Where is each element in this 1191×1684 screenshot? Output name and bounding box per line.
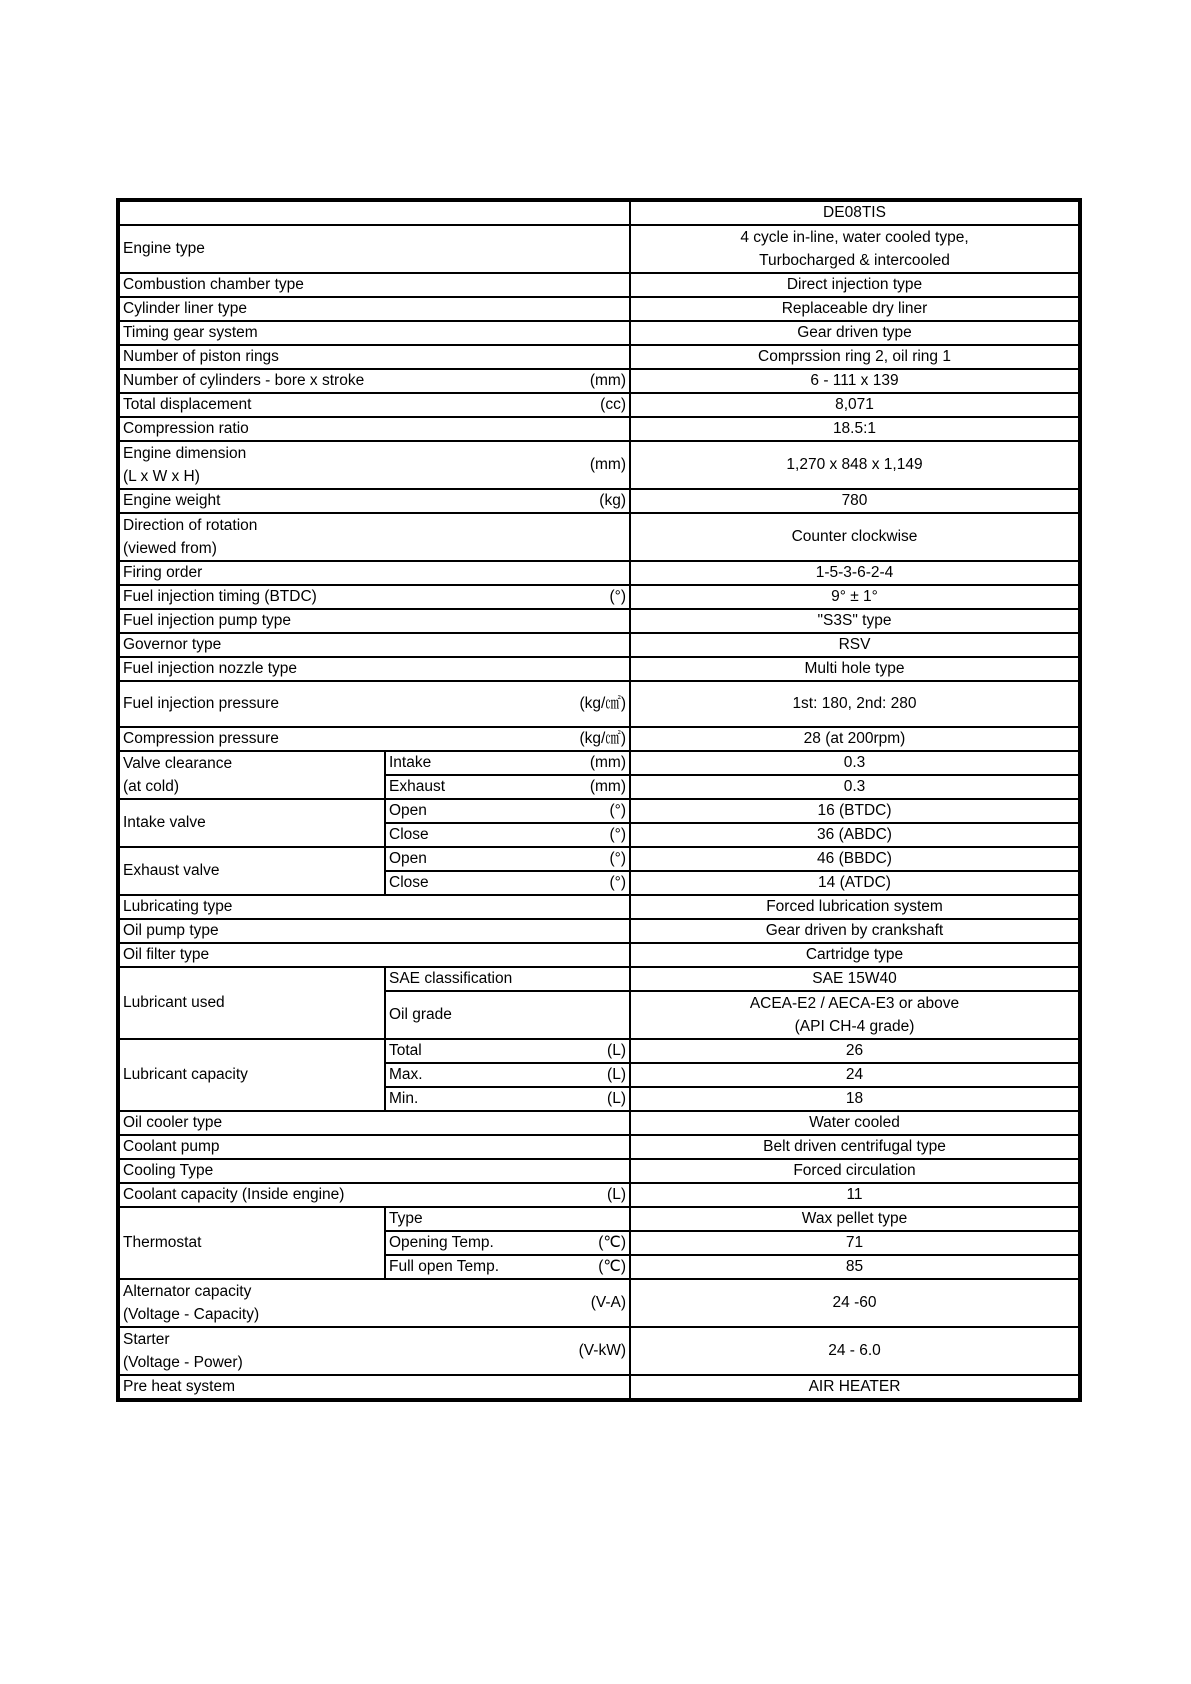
row-unit: (kg/㎠) (565, 681, 630, 727)
table-row (118, 321, 1080, 345)
row-label: Oil pump type (118, 919, 630, 943)
engine-spec-table (116, 198, 1082, 1402)
row-label: Fuel injection nozzle type (118, 657, 630, 681)
row-value: Direct injection type (630, 273, 1080, 297)
label-line-2: (at cold) (123, 778, 179, 795)
row-unit: (mm) (565, 369, 630, 393)
table-row (118, 561, 1080, 585)
row-value: Forced circulation (630, 1159, 1080, 1183)
row-value: Replaceable dry liner (630, 297, 1080, 321)
row-value (630, 225, 1080, 273)
sub-label: Close (385, 823, 565, 847)
table-row (118, 1135, 1080, 1159)
row-value: RSV (630, 633, 1080, 657)
row-label: Number of cylinders - bore x stroke (118, 369, 565, 393)
row-label: Total displacement (118, 393, 565, 417)
table-row (118, 489, 1080, 513)
label-line-2: (L x W x H) (123, 468, 200, 485)
row-unit: (℃) (565, 1255, 630, 1279)
row-value: Belt driven centrifugal type (630, 1135, 1080, 1159)
row-value: 11 (630, 1183, 1080, 1207)
row-value: 24 (630, 1063, 1080, 1087)
sub-label: Min. (385, 1087, 565, 1111)
label-line-1: Valve clearance (123, 755, 233, 772)
row-value: Gear driven type (630, 321, 1080, 345)
table-row (118, 751, 1080, 775)
row-value: 28 (at 200rpm) (630, 727, 1080, 751)
label-line-2: (Voltage - Power) (123, 1354, 243, 1371)
row-unit: (L) (565, 1087, 630, 1111)
row-value: "S3S" type (630, 609, 1080, 633)
row-unit: (L) (565, 1183, 630, 1207)
row-unit: (L) (565, 1039, 630, 1063)
label-line-1: Alternator capacity (123, 1283, 252, 1300)
table-row (118, 1207, 1080, 1231)
row-value: 6 - 111 x 139 (630, 369, 1080, 393)
sub-label: Exhaust (385, 775, 565, 799)
row-value: 14 (ATDC) (630, 871, 1080, 895)
row-label (118, 1279, 565, 1327)
sub-label: Type (385, 1207, 630, 1231)
table-row (118, 1183, 1080, 1207)
row-unit: (cc) (565, 393, 630, 417)
sub-label: Opening Temp. (385, 1231, 565, 1255)
row-value: SAE 15W40 (630, 967, 1080, 991)
row-unit: (°) (565, 585, 630, 609)
table-row (118, 297, 1080, 321)
sub-label: Max. (385, 1063, 565, 1087)
row-value: Forced lubrication system (630, 895, 1080, 919)
row-unit: (°) (565, 871, 630, 895)
row-value: AIR HEATER (630, 1375, 1080, 1400)
label-line-1: Starter (123, 1331, 170, 1348)
sub-label: Close (385, 871, 565, 895)
table-row (118, 799, 1080, 823)
row-label: Compression ratio (118, 417, 630, 441)
row-unit: (mm) (565, 441, 630, 489)
row-value: 16 (BTDC) (630, 799, 1080, 823)
row-unit: (mm) (565, 751, 630, 775)
row-label: Fuel injection pump type (118, 609, 630, 633)
sub-label: Intake (385, 751, 565, 775)
table-row (118, 895, 1080, 919)
row-label: Pre heat system (118, 1375, 630, 1400)
table-row (118, 943, 1080, 967)
row-value: Comprssion ring 2, oil ring 1 (630, 345, 1080, 369)
table-row (118, 1279, 1080, 1327)
table-row (118, 1039, 1080, 1063)
table-row (118, 585, 1080, 609)
row-value: 9° ± 1° (630, 585, 1080, 609)
row-label: Combustion chamber type (118, 273, 630, 297)
row-label: Coolant pump (118, 1135, 630, 1159)
row-label (118, 513, 630, 561)
table-row (118, 681, 1080, 727)
group-label: Lubricant capacity (118, 1039, 385, 1111)
row-unit: (V-kW) (565, 1327, 630, 1375)
table-row (118, 1111, 1080, 1135)
table-row (118, 919, 1080, 943)
row-unit: (℃) (565, 1231, 630, 1255)
row-value (630, 991, 1080, 1039)
row-value: 36 (ABDC) (630, 823, 1080, 847)
sub-label: Full open Temp. (385, 1255, 565, 1279)
row-value: 24 - 6.0 (630, 1327, 1080, 1375)
row-unit: (V-A) (565, 1279, 630, 1327)
sub-label: SAE classification (385, 967, 630, 991)
row-value: 24 -60 (630, 1279, 1080, 1327)
row-value: 46 (BBDC) (630, 847, 1080, 871)
row-value: 1,270 x 848 x 1,149 (630, 441, 1080, 489)
table-row (118, 847, 1080, 871)
row-unit: (mm) (565, 775, 630, 799)
sub-label: Oil grade (385, 991, 630, 1039)
table-row (118, 369, 1080, 393)
row-value: 0.3 (630, 751, 1080, 775)
sub-label: Open (385, 847, 565, 871)
table-row (118, 1327, 1080, 1375)
row-value: 18 (630, 1087, 1080, 1111)
row-label: Cylinder liner type (118, 297, 630, 321)
row-value: Water cooled (630, 1111, 1080, 1135)
row-label: Oil filter type (118, 943, 630, 967)
sub-label: Open (385, 799, 565, 823)
group-label: Intake valve (118, 799, 385, 847)
row-value: Multi hole type (630, 657, 1080, 681)
value-line-2: Turbocharged & intercooled (759, 252, 950, 269)
row-label: Engine type (118, 225, 630, 273)
row-value: 1st: 180, 2nd: 280 (630, 681, 1080, 727)
table-row-header (118, 200, 1080, 225)
row-label: Fuel injection timing (BTDC) (118, 585, 565, 609)
table-row (118, 273, 1080, 297)
row-value: Counter clockwise (630, 513, 1080, 561)
row-unit: (kg) (565, 489, 630, 513)
table-row (118, 657, 1080, 681)
row-label: Number of piston rings (118, 345, 630, 369)
row-label: Engine weight (118, 489, 565, 513)
value-line-1: ACEA-E2 / AECA-E3 or above (749, 995, 960, 1012)
row-label: Cooling Type (118, 1159, 630, 1183)
row-label (118, 441, 565, 489)
row-value: Wax pellet type (630, 1207, 1080, 1231)
value-line-2: (API CH-4 grade) (794, 1018, 915, 1035)
row-value: 18.5:1 (630, 417, 1080, 441)
row-value: 780 (630, 489, 1080, 513)
row-value: 0.3 (630, 775, 1080, 799)
row-value: Cartridge type (630, 943, 1080, 967)
row-unit: (°) (565, 823, 630, 847)
label-line-2: (viewed from) (123, 540, 217, 557)
group-label (118, 751, 385, 799)
row-value: 71 (630, 1231, 1080, 1255)
row-unit: (L) (565, 1063, 630, 1087)
table-row (118, 417, 1080, 441)
table-row (118, 393, 1080, 417)
row-value: Gear driven by crankshaft (630, 919, 1080, 943)
table-row (118, 225, 1080, 273)
value-line-1: 4 cycle in-line, water cooled type, (740, 229, 969, 246)
row-label: Firing order (118, 561, 630, 585)
table-row (118, 633, 1080, 657)
table-row (118, 441, 1080, 489)
table-row (118, 1375, 1080, 1400)
label-line-1: Direction of rotation (123, 517, 258, 534)
group-label: Lubricant used (118, 967, 385, 1039)
row-unit: (°) (565, 847, 630, 871)
table-row (118, 1159, 1080, 1183)
row-label: Timing gear system (118, 321, 630, 345)
row-value: 1-5-3-6-2-4 (630, 561, 1080, 585)
table-row (118, 609, 1080, 633)
row-value: 26 (630, 1039, 1080, 1063)
table-row (118, 513, 1080, 561)
table-row (118, 345, 1080, 369)
row-label: Oil cooler type (118, 1111, 630, 1135)
group-label: Thermostat (118, 1207, 385, 1279)
sub-label: Total (385, 1039, 565, 1063)
row-unit: (°) (565, 799, 630, 823)
row-value: 8,071 (630, 393, 1080, 417)
group-label: Exhaust valve (118, 847, 385, 895)
row-value: 85 (630, 1255, 1080, 1279)
label-line-2: (Voltage - Capacity) (123, 1306, 260, 1323)
row-label: Compression pressure (118, 727, 565, 751)
row-label: Coolant capacity (Inside engine) (118, 1183, 565, 1207)
model-name: DE08TIS (630, 200, 1080, 225)
row-label (118, 1327, 565, 1375)
row-label: Governor type (118, 633, 630, 657)
table-row (118, 967, 1080, 991)
row-label: Fuel injection pressure (118, 681, 565, 727)
row-label: Lubricating type (118, 895, 630, 919)
label-line-1: Engine dimension (123, 445, 247, 462)
row-unit: (kg/㎠) (565, 727, 630, 751)
header-empty-cell (118, 200, 630, 225)
table-row (118, 727, 1080, 751)
